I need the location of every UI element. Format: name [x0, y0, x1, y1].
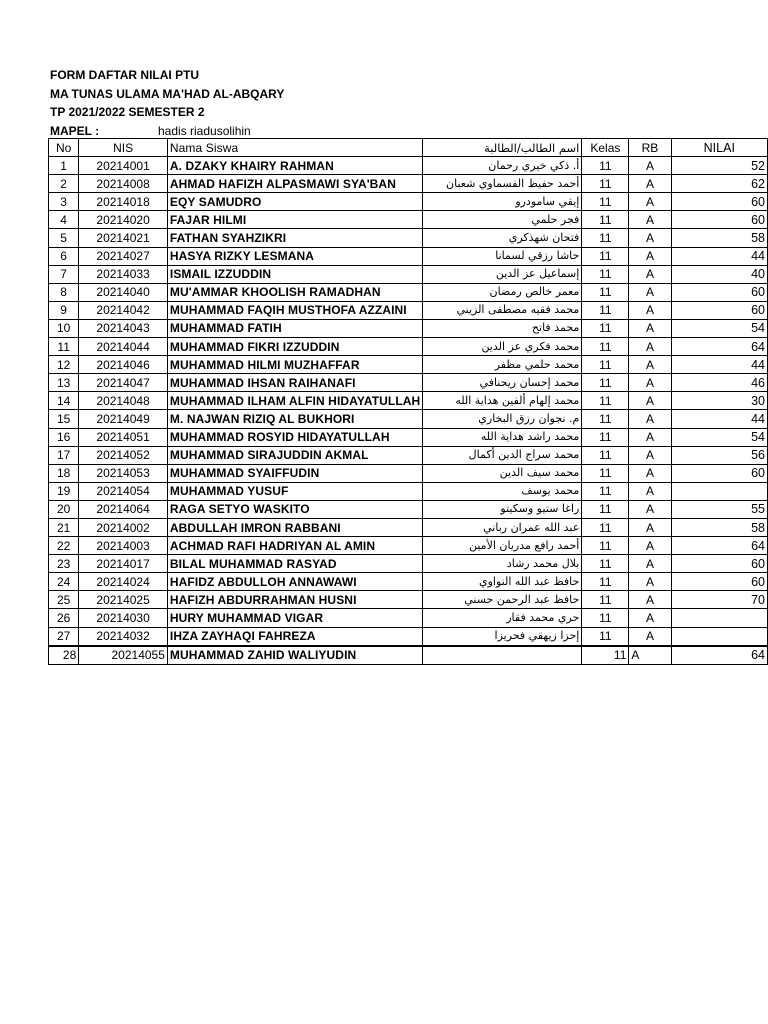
cell-nilai: 60: [671, 555, 767, 573]
cell-rb: A: [629, 392, 671, 410]
cell-no: 3: [49, 193, 79, 211]
cell-name: A. DZAKY KHAIRY RAHMAN: [167, 157, 422, 175]
table-row: [49, 319, 768, 337]
cell-no: 20: [49, 500, 79, 518]
cell-arabic-name: فجر حلمي: [423, 211, 582, 229]
cell-arabic-name: محمد فاتح: [423, 319, 582, 337]
cell-nis: 20214042: [79, 301, 168, 319]
cell-nis: 20214017: [79, 555, 168, 573]
cell-no: 7: [49, 265, 79, 283]
cell-nis: 20214051: [79, 428, 168, 446]
cell-arabic-name: [423, 646, 582, 665]
cell-nis: 20214040: [79, 283, 168, 301]
cell-nis: 20214033: [79, 265, 168, 283]
cell-kelas: 11: [582, 283, 629, 301]
cell-nilai: 52: [671, 157, 767, 175]
cell-rb: A: [629, 301, 671, 319]
cell-arabic-name: معمر خالص رمضان: [423, 283, 582, 301]
cell-no: 11: [49, 338, 79, 356]
cell-nilai: 60: [671, 301, 767, 319]
cell-nis: 20214018: [79, 193, 168, 211]
cell-no: 19: [49, 482, 79, 500]
cell-name: MUHAMMAD SIRAJUDDIN AKMAL: [167, 446, 422, 464]
cell-nilai: 46: [671, 374, 767, 392]
school-name: MA TUNAS ULAMA MA'HAD AL-ABQARY: [50, 86, 285, 101]
cell-arabic-name: محمد فكري عز الدين: [423, 338, 582, 356]
cell-kelas: 11: [582, 609, 629, 627]
table-row: [49, 338, 768, 356]
cell-no: 2: [49, 175, 79, 193]
cell-nis: 20214044: [79, 338, 168, 356]
table-row: [49, 591, 768, 609]
cell-arabic-name: أحمد رافع مدريان الأمين: [423, 537, 582, 555]
cell-nilai: [671, 627, 767, 646]
cell-nilai: [671, 482, 767, 500]
cell-arabic-name: محمد إلهام ألفين هداية الله: [423, 392, 582, 410]
cell-name: MUHAMMAD HILMI MUZHAFFAR: [167, 356, 422, 374]
cell-no: 16: [49, 428, 79, 446]
table-row: [49, 392, 768, 410]
cell-no: 17: [49, 446, 79, 464]
cell-nilai: 56: [671, 446, 767, 464]
cell-kelas: 11: [582, 464, 629, 482]
cell-no: 14: [49, 392, 79, 410]
form-header: [50, 66, 284, 140]
cell-rb: A: [629, 265, 671, 283]
cell-no: 27: [49, 627, 79, 646]
cell-nilai: 58: [671, 229, 767, 247]
cell-name: MUHAMMAD FAQIH MUSTHOFA AZZAINI: [167, 301, 422, 319]
cell-kelas: 11: [582, 591, 629, 609]
cell-name: MUHAMMAD ZAHID WALIYUDIN: [167, 646, 422, 665]
cell-nilai: 54: [671, 319, 767, 337]
cell-arabic-name: حري محمد فقار: [423, 609, 582, 627]
col-header-kelas: Kelas: [582, 139, 629, 157]
cell-no: 10: [49, 319, 79, 337]
cell-arabic-name: بلال محمد رشاد: [423, 555, 582, 573]
cell-kelas: 11: [582, 211, 629, 229]
cell-rb: A: [629, 247, 671, 265]
table-row: [49, 609, 768, 627]
cell-name: FATHAN SYAHZIKRI: [167, 229, 422, 247]
cell-no: 4: [49, 211, 79, 229]
cell-rb: A: [629, 555, 671, 573]
cell-name: ISMAIL IZZUDDIN: [167, 265, 422, 283]
cell-arabic-name: حاشا رزقي لسمانا: [423, 247, 582, 265]
cell-nis: 20214049: [79, 410, 168, 428]
col-header-name: Nama Siswa: [167, 139, 422, 157]
cell-no: 21: [49, 518, 79, 536]
cell-nis: 20214025: [79, 591, 168, 609]
cell-arabic-name: محمد راشد هداية الله: [423, 428, 582, 446]
cell-nis: 20214048: [79, 392, 168, 410]
cell-name: AHMAD HAFIZH ALPASMAWI SYA'BAN: [167, 175, 422, 193]
cell-kelas: 11: [582, 500, 629, 518]
table-row: [49, 428, 768, 446]
cell-kelas: 11: [582, 374, 629, 392]
cell-arabic-name: محمد حلمي مظفر: [423, 356, 582, 374]
cell-name: RAGA SETYO WASKITO: [167, 500, 422, 518]
col-header-no: No: [49, 139, 79, 157]
cell-nis: 20214003: [79, 537, 168, 555]
cell-kelas: 11: [582, 193, 629, 211]
cell-no: 1: [49, 157, 79, 175]
cell-nis: 20214021: [79, 229, 168, 247]
table-row: [49, 175, 768, 193]
cell-no: 5: [49, 229, 79, 247]
cell-no: 9: [49, 301, 79, 319]
cell-kelas: 11: [582, 428, 629, 446]
cell-nis: 20214052: [79, 446, 168, 464]
table-row: [49, 301, 768, 319]
cell-kelas: 11: [582, 518, 629, 536]
cell-arabic-name: راغا ستيو وسكيتو: [423, 500, 582, 518]
cell-nilai: 64: [671, 646, 767, 665]
cell-name: BILAL MUHAMMAD RASYAD: [167, 555, 422, 573]
cell-rb: A: [629, 229, 671, 247]
cell-rb: A: [629, 157, 671, 175]
cell-arabic-name: عبد الله عمران رباني: [423, 518, 582, 536]
cell-rb: A: [629, 374, 671, 392]
cell-name: MUHAMMAD FATIH: [167, 319, 422, 337]
cell-name: ACHMAD RAFI HADRIYAN AL AMIN: [167, 537, 422, 555]
cell-rb: A: [629, 646, 671, 665]
cell-nilai: 60: [671, 573, 767, 591]
col-header-arabic-name: اسم الطالب/الطالبة: [423, 139, 582, 157]
table-row: [49, 537, 768, 555]
cell-no: 23: [49, 555, 79, 573]
cell-nis: 20214043: [79, 319, 168, 337]
cell-no: 22: [49, 537, 79, 555]
cell-kelas: 11: [582, 319, 629, 337]
table-row: [49, 265, 768, 283]
cell-kelas: 11: [582, 573, 629, 591]
cell-no: 15: [49, 410, 79, 428]
cell-arabic-name: إسماعيل عز الدين: [423, 265, 582, 283]
table-row: [49, 555, 768, 573]
table-row: [49, 646, 768, 665]
table-row: [49, 283, 768, 301]
cell-no: 12: [49, 356, 79, 374]
cell-no: 25: [49, 591, 79, 609]
cell-nis: 20214046: [79, 356, 168, 374]
table-row: [49, 573, 768, 591]
cell-name: HAFIZH ABDURRAHMAN HUSNI: [167, 591, 422, 609]
cell-arabic-name: حافظ عبد الرحمن حسني: [423, 591, 582, 609]
col-header-nilai: NILAI: [671, 139, 767, 157]
academic-year: TP 2021/2022 SEMESTER 2: [50, 105, 205, 119]
cell-name: EQY SAMUDRO: [167, 193, 422, 211]
cell-name: ABDULLAH IMRON RABBANI: [167, 518, 422, 536]
table-row: [49, 157, 768, 175]
table-row: [49, 482, 768, 500]
cell-nis: 20214024: [79, 573, 168, 591]
cell-nilai: 64: [671, 338, 767, 356]
cell-nilai: 30: [671, 392, 767, 410]
cell-rb: A: [629, 175, 671, 193]
table-row: [49, 518, 768, 536]
cell-no: 8: [49, 283, 79, 301]
cell-name: MUHAMMAD SYAIFFUDIN: [167, 464, 422, 482]
cell-kelas: 11: [582, 392, 629, 410]
cell-name: MUHAMMAD IHSAN RAIHANAFI: [167, 374, 422, 392]
cell-arabic-name: محمد يوسف: [423, 482, 582, 500]
cell-kelas: 11: [582, 247, 629, 265]
cell-name: MUHAMMAD ROSYID HIDAYATULLAH: [167, 428, 422, 446]
cell-rb: A: [629, 410, 671, 428]
cell-no: 28: [49, 646, 79, 665]
cell-kelas: 11: [582, 410, 629, 428]
cell-name: IHZA ZAYHAQI FAHREZA: [167, 627, 422, 646]
cell-kelas: 11: [582, 356, 629, 374]
subject-label: MAPEL :: [50, 123, 100, 138]
cell-arabic-name: محمد فقيه مصطفى الزيني: [423, 301, 582, 319]
cell-name: HAFIDZ ABDULLOH ANNAWAWI: [167, 573, 422, 591]
cell-nilai: 70: [671, 591, 767, 609]
table-header-row: [49, 139, 768, 157]
cell-rb: A: [629, 319, 671, 337]
cell-name: MUHAMMAD FIKRI IZZUDDIN: [167, 338, 422, 356]
cell-arabic-name: حافظ عبد الله النواوي: [423, 573, 582, 591]
cell-rb: A: [629, 609, 671, 627]
cell-rb: A: [629, 518, 671, 536]
cell-kelas: 11: [582, 175, 629, 193]
form-title: FORM DAFTAR NILAI PTU: [50, 68, 200, 82]
cell-rb: A: [629, 193, 671, 211]
cell-rb: A: [629, 500, 671, 518]
cell-rb: A: [629, 537, 671, 555]
cell-kelas: 11: [582, 537, 629, 555]
cell-kelas: 11: [582, 646, 629, 665]
cell-rb: A: [629, 356, 671, 374]
cell-kelas: 11: [582, 555, 629, 573]
cell-kelas: 11: [582, 265, 629, 283]
cell-kelas: 11: [582, 301, 629, 319]
cell-no: 6: [49, 247, 79, 265]
cell-name: MUHAMMAD ILHAM ALFIN HIDAYATULLAH: [167, 392, 422, 410]
cell-arabic-name: محمد سيف الدين: [423, 464, 582, 482]
cell-arabic-name: إحزا زيهقي فحريزا: [423, 627, 582, 646]
cell-rb: A: [629, 428, 671, 446]
cell-rb: A: [629, 283, 671, 301]
table-row: [49, 446, 768, 464]
cell-nis: 20214008: [79, 175, 168, 193]
cell-nilai: 44: [671, 247, 767, 265]
cell-nis: 20214055: [79, 646, 168, 665]
cell-name: MU'AMMAR KHOOLISH RAMADHAN: [167, 283, 422, 301]
cell-nilai: [671, 609, 767, 627]
cell-nis: 20214054: [79, 482, 168, 500]
cell-nis: 20214002: [79, 518, 168, 536]
cell-rb: A: [629, 591, 671, 609]
cell-rb: A: [629, 482, 671, 500]
cell-name: MUHAMMAD YUSUF: [167, 482, 422, 500]
cell-nilai: 55: [671, 500, 767, 518]
table-row: [49, 500, 768, 518]
cell-nis: 20214064: [79, 500, 168, 518]
table-row: [49, 247, 768, 265]
col-header-rb: RB: [629, 139, 671, 157]
cell-no: 13: [49, 374, 79, 392]
cell-nis: 20214032: [79, 627, 168, 646]
cell-arabic-name: م. نجوان رزق البخاري: [423, 410, 582, 428]
cell-name: HURY MUHAMMAD VIGAR: [167, 609, 422, 627]
table-row: [49, 211, 768, 229]
cell-nilai: 54: [671, 428, 767, 446]
table-row: [49, 229, 768, 247]
cell-nilai: 60: [671, 283, 767, 301]
cell-rb: A: [629, 464, 671, 482]
table-row: [49, 464, 768, 482]
cell-arabic-name: محمد سراج الدين أكمال: [423, 446, 582, 464]
cell-nilai: 64: [671, 537, 767, 555]
col-header-nis: NIS: [79, 139, 168, 157]
cell-no: 18: [49, 464, 79, 482]
cell-nis: 20214020: [79, 211, 168, 229]
subject-value: hadis riadusolihin: [158, 123, 251, 138]
cell-nilai: 62: [671, 175, 767, 193]
cell-name: HASYA RIZKY LESMANA: [167, 247, 422, 265]
cell-name: M. NAJWAN RIZIQ AL BUKHORI: [167, 410, 422, 428]
cell-arabic-name: أحمد حفيظ الفسماوي شعبان: [423, 175, 582, 193]
cell-nilai: 40: [671, 265, 767, 283]
cell-nilai: 44: [671, 410, 767, 428]
table-row: [49, 627, 768, 646]
cell-kelas: 11: [582, 627, 629, 646]
cell-nis: 20214030: [79, 609, 168, 627]
cell-rb: A: [629, 573, 671, 591]
cell-rb: A: [629, 338, 671, 356]
table-row: [49, 374, 768, 392]
cell-nilai: 60: [671, 464, 767, 482]
cell-name: FAJAR HILMI: [167, 211, 422, 229]
cell-no: 24: [49, 573, 79, 591]
cell-arabic-name: أ. ذكي خيري رحمان: [423, 157, 582, 175]
table-row: [49, 193, 768, 211]
cell-rb: A: [629, 627, 671, 646]
cell-arabic-name: إيقي سامودرو: [423, 193, 582, 211]
cell-nilai: 60: [671, 211, 767, 229]
cell-no: 26: [49, 609, 79, 627]
cell-kelas: 11: [582, 338, 629, 356]
cell-kelas: 11: [582, 446, 629, 464]
cell-nis: 20214047: [79, 374, 168, 392]
cell-nilai: 58: [671, 518, 767, 536]
cell-nilai: 44: [671, 356, 767, 374]
cell-kelas: 11: [582, 229, 629, 247]
grades-table: [48, 138, 768, 665]
cell-arabic-name: فتحان شهذكري: [423, 229, 582, 247]
cell-nis: 20214001: [79, 157, 168, 175]
cell-nis: 20214027: [79, 247, 168, 265]
cell-nilai: 60: [671, 193, 767, 211]
table-row: [49, 356, 768, 374]
cell-rb: A: [629, 446, 671, 464]
table-row: [49, 410, 768, 428]
cell-arabic-name: محمد إحسان ريحنافي: [423, 374, 582, 392]
cell-rb: A: [629, 211, 671, 229]
cell-kelas: 11: [582, 482, 629, 500]
cell-kelas: 11: [582, 157, 629, 175]
cell-nis: 20214053: [79, 464, 168, 482]
